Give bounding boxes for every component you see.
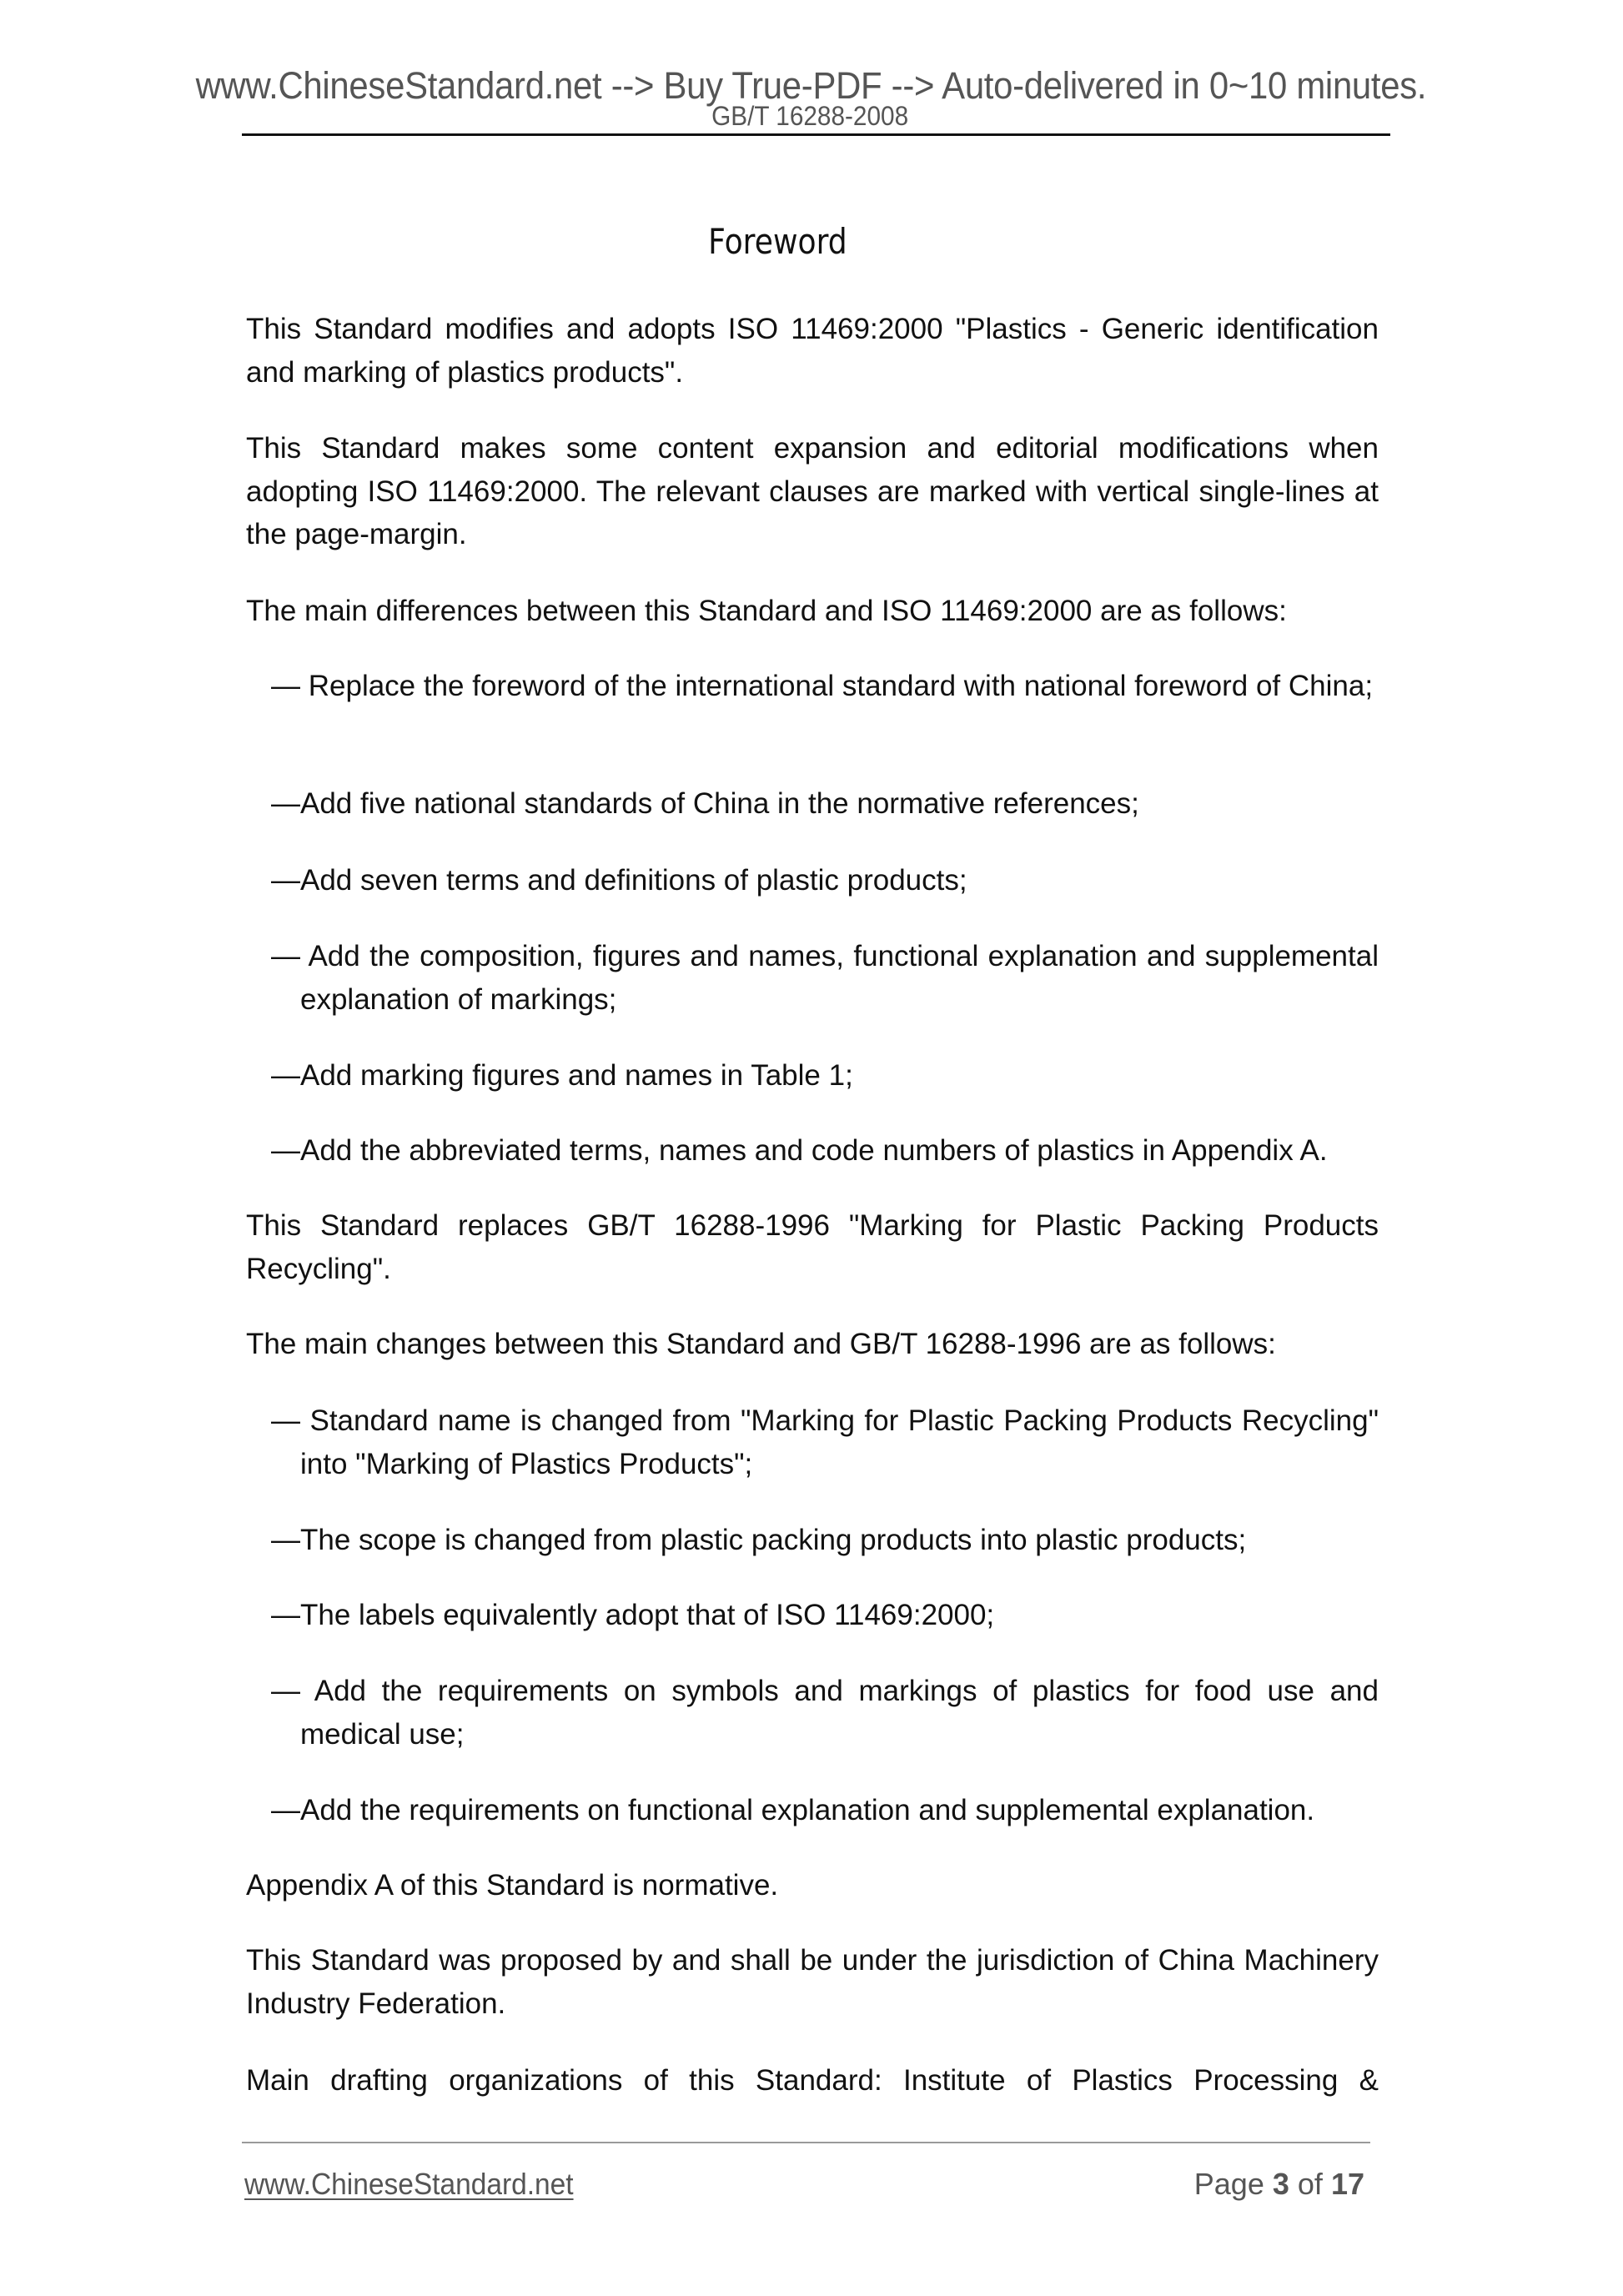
- list-item-difference: —Add seven terms and definitions of plastic products;: [271, 864, 967, 897]
- dash-bullet: —: [271, 1524, 300, 1556]
- dash-bullet: —: [271, 1599, 300, 1631]
- dash-bullet: —: [271, 1794, 300, 1826]
- header-promo-line: www.ChineseStandard.net --> Buy True-PDF --> Auto-delivered in 0~10 minutes.: [195, 64, 1427, 107]
- dash-bullet: —: [271, 864, 300, 897]
- footer-divider: [242, 2142, 1370, 2143]
- list-item-difference: —Add marking figures and names in Table 1;: [271, 1059, 853, 1092]
- dash-bullet: —: [271, 787, 300, 820]
- page-indicator: Page 3 of 17: [1193, 2167, 1364, 2201]
- list-item-change: — Standard name is changed from "Marking for Plastic Packing Products Recycling" into "Marking of Plastics Products";: [271, 1404, 1379, 1480]
- total-page-count: 17: [1330, 2167, 1364, 2201]
- list-item-difference: —Add five national standards of China in the normative references;: [271, 787, 1139, 820]
- list-item-change: —The labels equivalently adopt that of ISO 11469:2000;: [271, 1599, 995, 1631]
- header-doc-code: GB/T 16288-2008: [711, 101, 909, 131]
- list-item-change: — Add the requirements on symbols and markings of plastics for food use and medical use;: [271, 1675, 1379, 1751]
- dash-bullet: —: [271, 1059, 300, 1092]
- page-title: Foreword: [708, 221, 847, 262]
- paragraph-adoption: This Standard modifies and adopts ISO 11469:2000 "Plastics - Generic identification and marking of plastics products".: [246, 313, 1379, 389]
- paragraph-differences-intro: The main differences between this Standard and ISO 11469:2000 are as follows:: [246, 595, 1287, 627]
- list-item-change: —Add the requirements on functional explanation and supplemental explanation.: [271, 1794, 1315, 1826]
- dash-bullet: —: [271, 1675, 300, 1707]
- header-divider: [242, 133, 1390, 136]
- list-item-difference: — Replace the foreword of the international standard with national foreword of China;: [271, 670, 1374, 702]
- list-item-change: —The scope is changed from plastic packing products into plastic products;: [271, 1524, 1247, 1556]
- dash-bullet: —: [271, 670, 300, 702]
- dash-bullet: —: [271, 1404, 300, 1437]
- list-item-difference: — Add the composition, figures and names, functional explanation and supplemental explanation of markings;: [271, 940, 1379, 1016]
- paragraph-drafting-organizations: Main drafting organizations of this Standard: Institute of Plastics Processing &: [246, 2064, 1379, 2097]
- current-page-number: 3: [1272, 2167, 1289, 2201]
- footer-site-link[interactable]: www.ChineseStandard.net: [244, 2167, 574, 2201]
- paragraph-modifications: This Standard makes some content expansion and editorial modifications when adopting ISO 11469:2000. The relevant clauses are marked with vertical single-lines at the page-margin.: [246, 432, 1379, 550]
- paragraph-jurisdiction: This Standard was proposed by and shall be under the jurisdiction of China Machinery Industry Federation.: [246, 1944, 1379, 2020]
- dash-bullet: —: [271, 1134, 300, 1167]
- paragraph-appendix-normative: Appendix A of this Standard is normative.: [246, 1869, 779, 1902]
- paragraph-replaces: This Standard replaces GB/T 16288-1996 "Marking for Plastic Packing Products Recycling".: [246, 1209, 1379, 1285]
- paragraph-changes-intro: The main changes between this Standard and GB/T 16288-1996 are as follows:: [246, 1328, 1276, 1360]
- list-item-difference: —Add the abbreviated terms, names and code numbers of plastics in Appendix A.: [271, 1134, 1328, 1167]
- dash-bullet: —: [271, 940, 300, 972]
